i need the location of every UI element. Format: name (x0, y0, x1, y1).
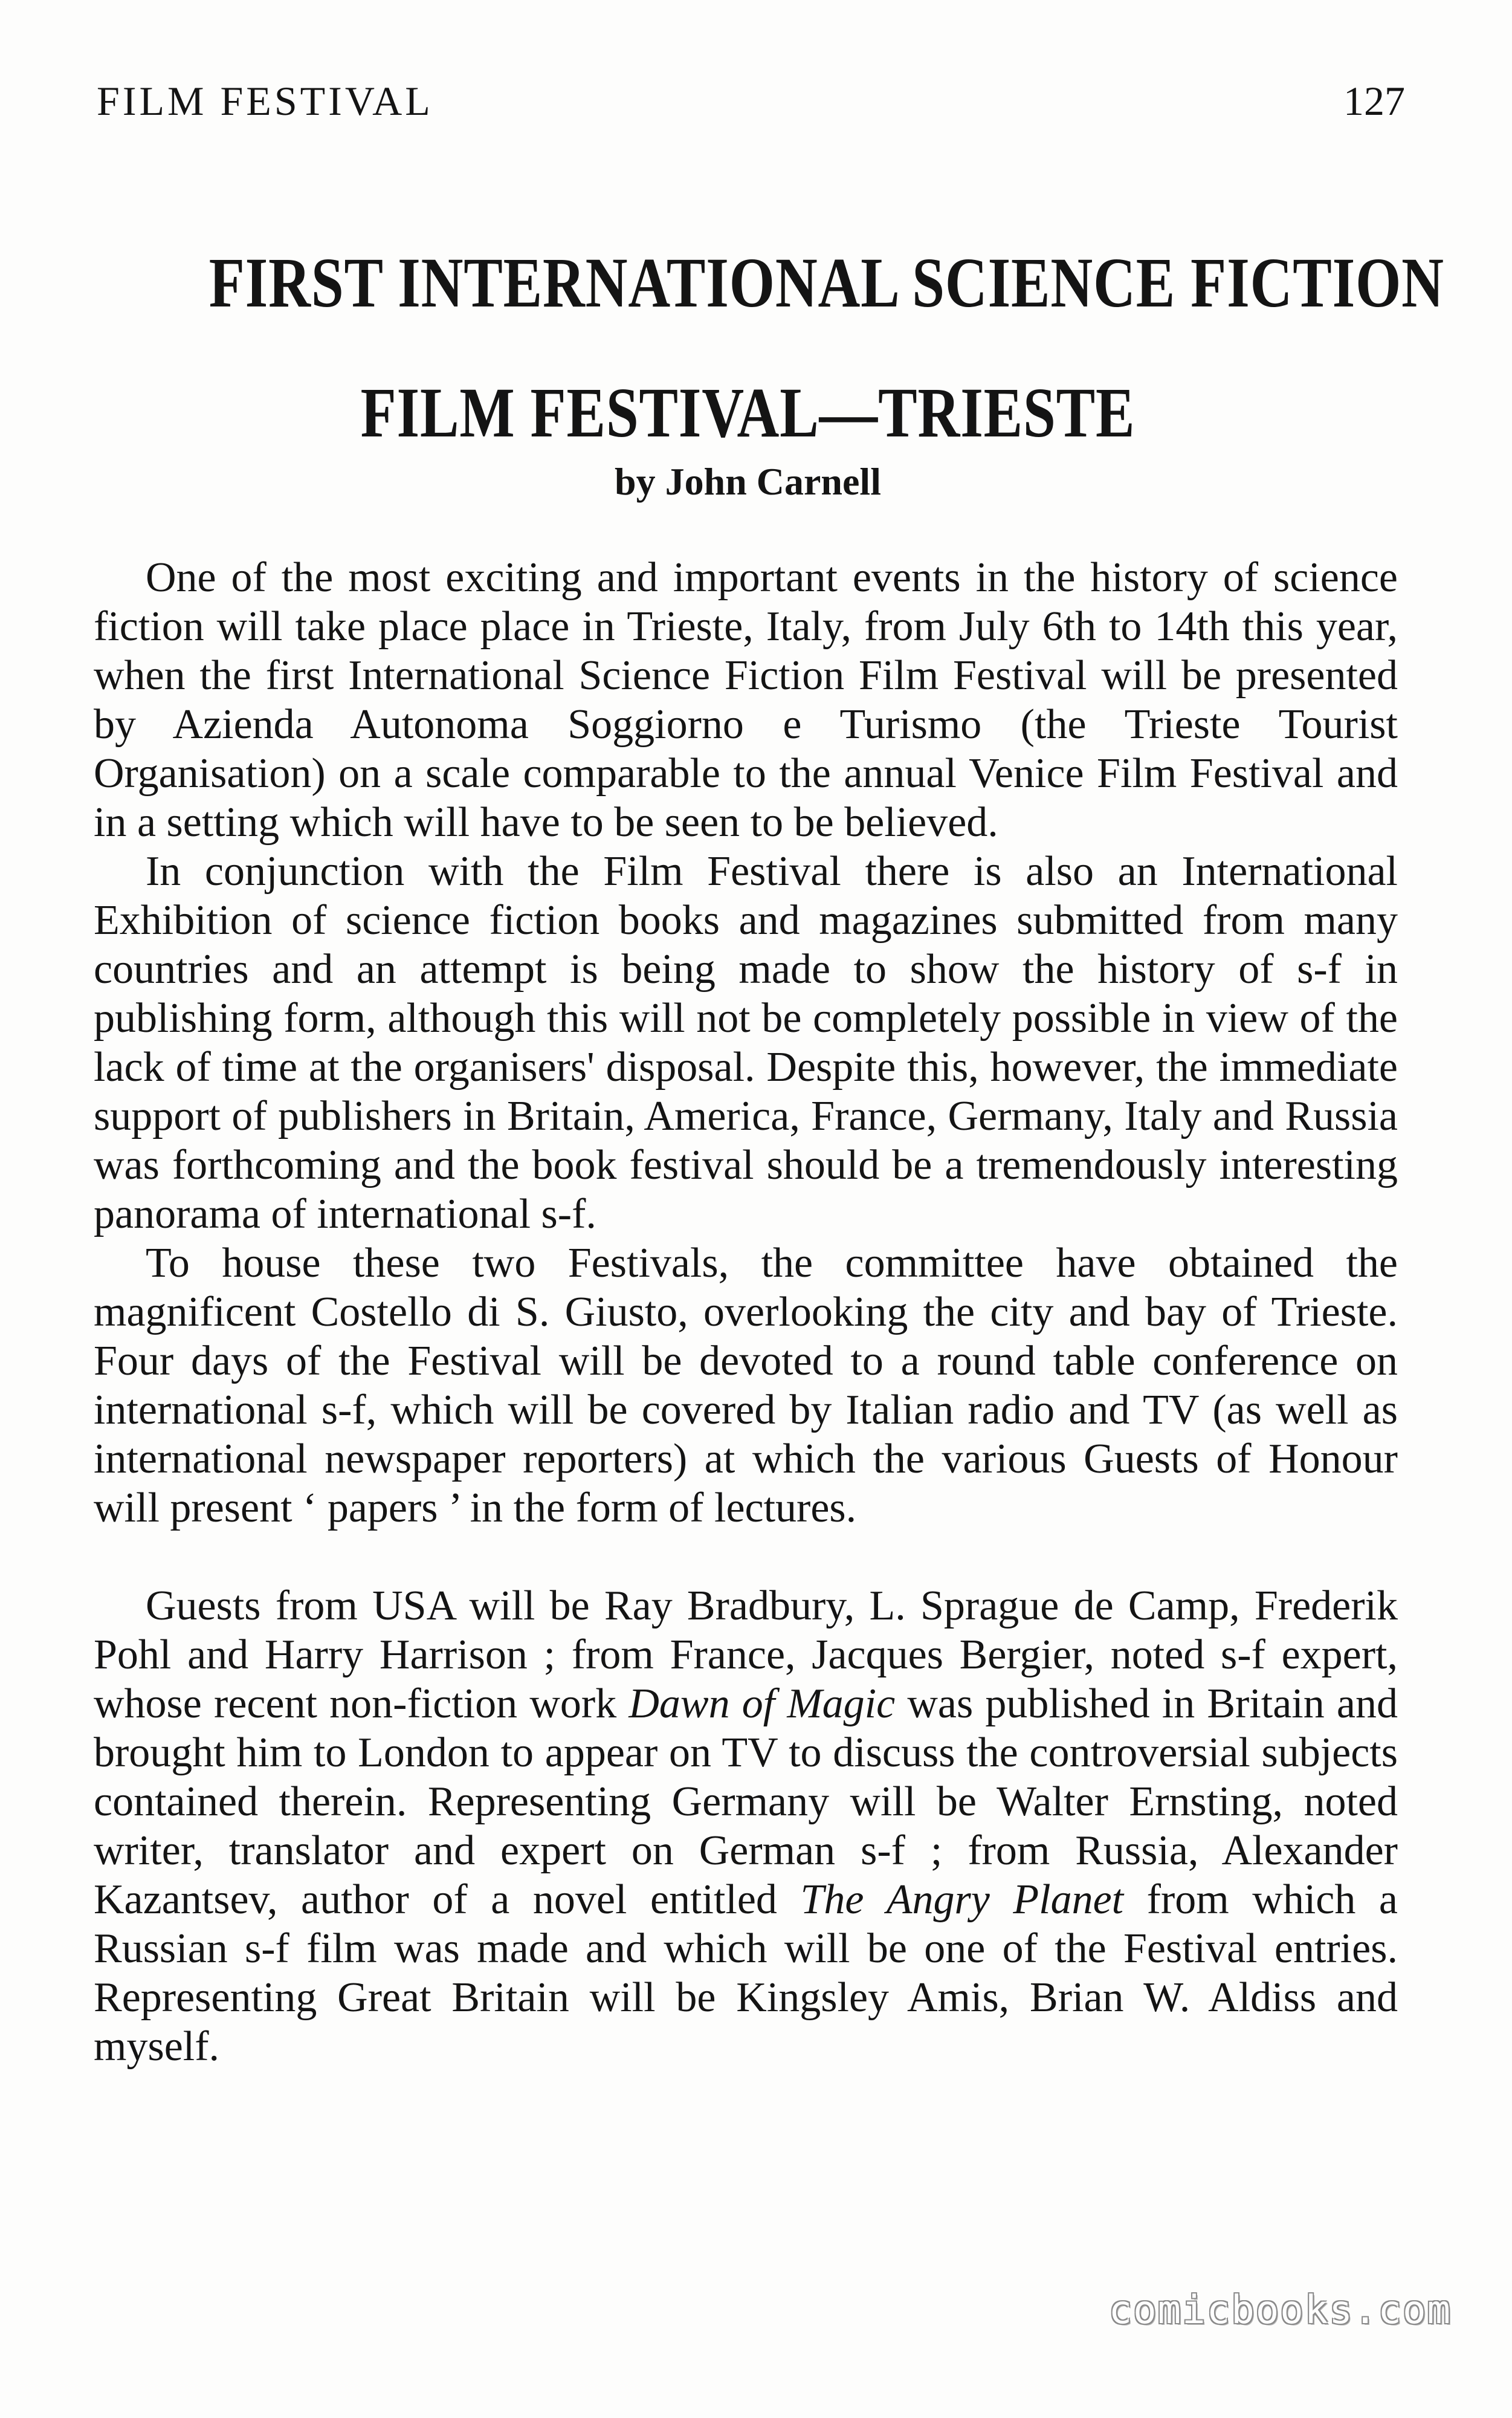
body-paragraph-1: One of the most exciting and important events in the history of science fiction will take place place in Trieste, Italy, from July 6th to 14th this year, when the first International Science Fiction Film Festival will be presented by Azienda Autonoma Soggiorno e Turismo (the Trieste Tourist Organisation) on a scale comparable to the annual Venice Film Festival and in a setting which will have to be seen to be believed. (94, 554, 1398, 846)
watermark-logo: comicbooks.com (1108, 2288, 1452, 2333)
article-title-line-2: FILM FESTIVAL—TRIESTE (360, 373, 1136, 452)
body-paragraph-4-part-1: Guests from USA will be Ray Bradbury, L. Sprague de Camp, Frederik Pohl and Harry Harrison ; from France, Jacques Bergier, noted s-f expert, whose recent non-fiction work (94, 1583, 1398, 1727)
article-body (94, 553, 1398, 2071)
running-header (91, 77, 1405, 132)
article-title (208, 218, 1444, 478)
article-title-line-1: FIRST INTERNATIONAL SCIENCE FICTION (208, 243, 1444, 322)
body-paragraph-4 (94, 1581, 1398, 2071)
running-title: FILM FESTIVAL (97, 78, 433, 124)
body-paragraph-4-part-2: was published in Britain and brought him to London to appear on TV to discuss the controversial subjects contained therein. Representing Germany will be Walter Ernsting, noted writer, translator and expert on German s-f ; from Russia, Alexander Kazantsev, author of a novel entitled (94, 1681, 1398, 1923)
book-title-dawn-of-magic: Dawn of Magic (628, 1681, 896, 1727)
body-paragraph-3: To house these two Festivals, the committee have obtained the magnificent Costello di S. Giusto, overlooking the city and bay of Trieste. Four days of the Festival will be devoted to a round table conference on international s-f, which will be covered by Italian radio and TV (as well as international newspaper reporters) at which the various Guests of Honour will present ‘ papers ’ in the form of lectures. (94, 1240, 1398, 1531)
book-title-the-angry-planet: The Angry Planet (800, 1876, 1124, 1923)
body-paragraph-2: In conjunction with the Film Festival there is also an International Exhibition of science fiction books and magazines submitted from many countries and an attempt is being made to show the history of s-f in publishing form, although this will not be completely possible in view of the lack of time at the organisers' disposal. Despite this, however, the immediate support of publishers in Britain, America, France, Germany, Italy and Russia was forthcoming and the book festival should be a tremendously interesting panorama of international s-f. (94, 848, 1398, 1237)
body-paragraph-4-part-3: from which a Russian s-f film was made and which will be one of the Festival entries. Representing Great Britain will be Kingsley Amis, Brian W. Aldiss and myself. (94, 1876, 1398, 2070)
page-number: 127 (1343, 78, 1405, 124)
author-byline: by John Carnell (615, 460, 881, 503)
